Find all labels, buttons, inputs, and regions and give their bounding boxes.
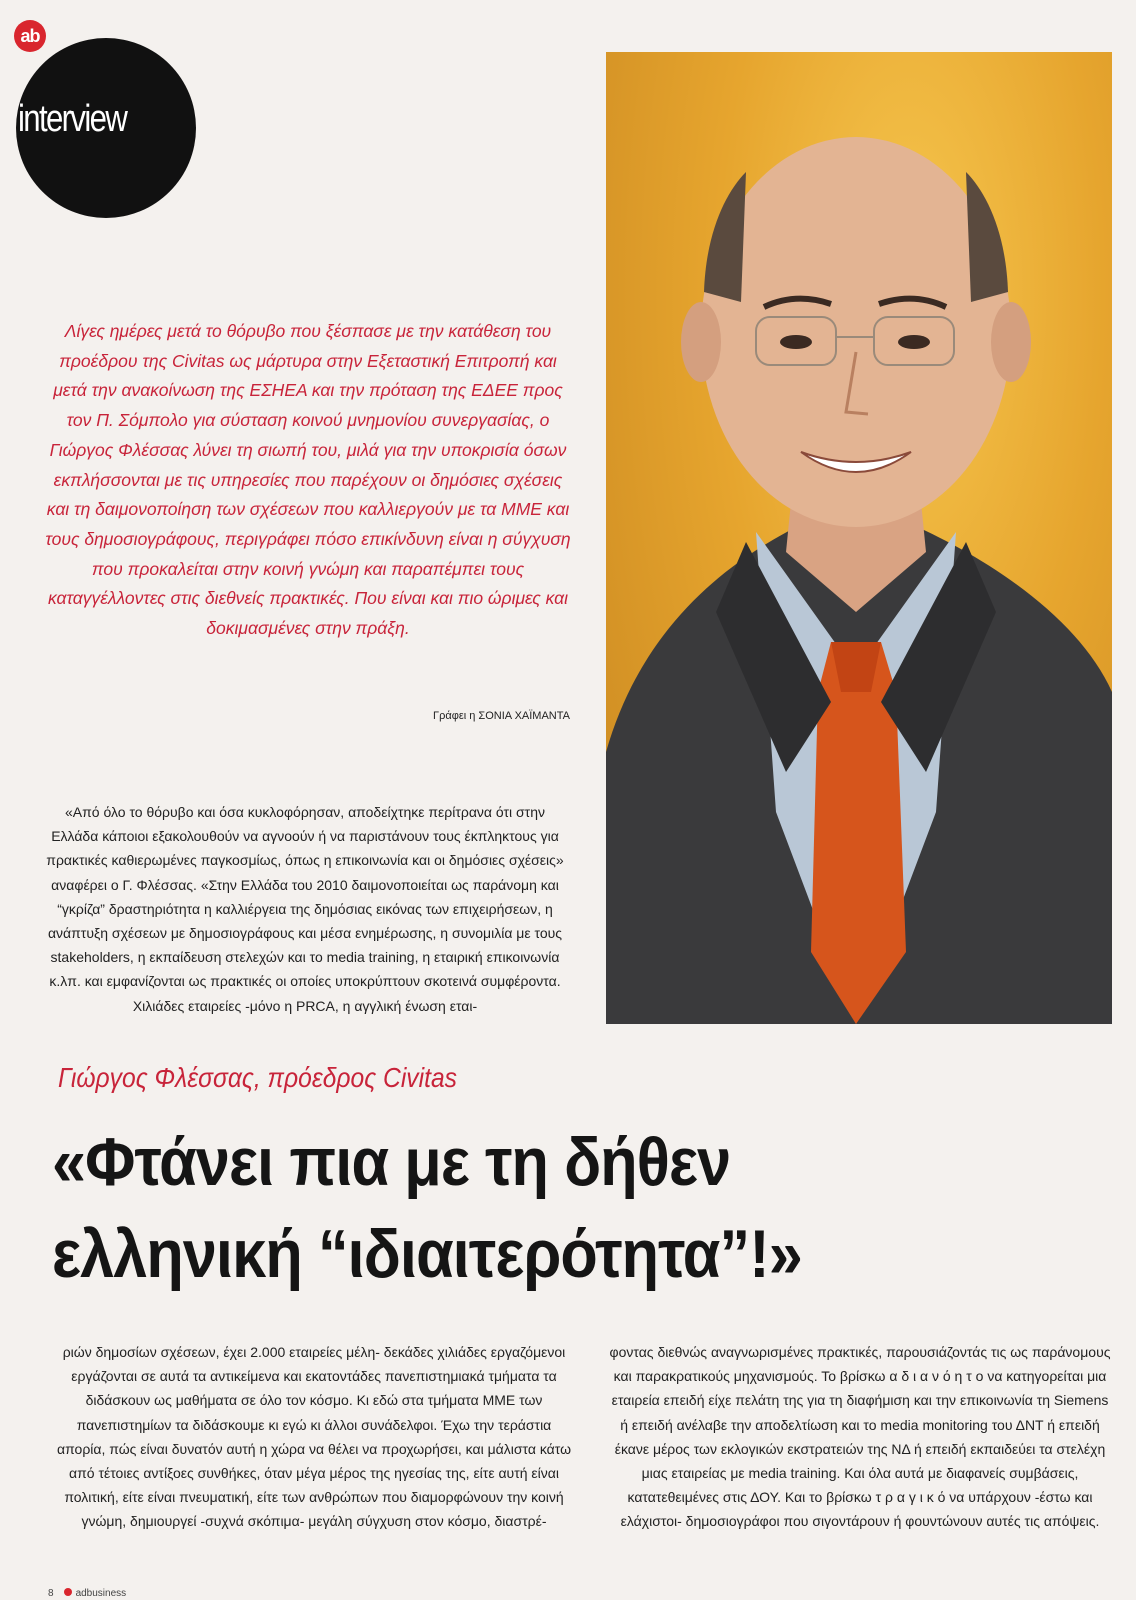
headline-line-2: ελληνική “ιδιαιτερότητα”!» — [52, 1216, 802, 1292]
magazine-logo-badge: ab — [14, 20, 46, 52]
page-footer — [48, 1588, 126, 1599]
headline-line-1: «Φτάνει πια με τη δήθεν — [52, 1124, 731, 1200]
byline: Γράφει η ΣΟΝΙΑ ΧΑΪΜΑΝΤΑ — [433, 710, 570, 722]
portrait-photo — [606, 52, 1112, 1024]
body-text-top: «Από όλο το θόρυβο και όσα κυκλοφόρησαν, αποδείχτηκε περίτρανα ότι στην Ελλάδα κάποιοι εξακολουθούν να αγνοούν ή να παριστάνουν τους έκπληκτους για πρακτικές καθιερωμένες παγκοσμίως, όπως η επικοινωνία και οι δημόσιες σχέσεις» αναφέρει ο Γ. Φλέσσας. «Στην Ελλάδα του 2010 δαιμονοποιείται ως παράνομη και “γκρίζα” δραστηριότητα η καλλιέργεια της δημόσιας εικόνας των επιχειρήσεων, η ανάπτυξη σχέσεων με δημοσιογράφους και μέσα ενημέρωσης, η συνομιλία με τους stakeholders, η εκπαίδευση στελεχών και το media training, η εταιρική επικοινωνία κ.λπ. και εμφανίζονται ως πρακτικές οι οποίες υποκρύπτουν σκοτεινά συμφέροντα. Χιλιάδες εταιρείες -μόνο η PRCA, η αγγλική ένωση εται- — [46, 804, 564, 1014]
body-text-bottom-right: φοντας διεθνώς αναγνωρισμένες πρακτικές, παρουσιάζοντάς τις ως παράνομους και παρακρατικούς μηχανισμούς. Το βρίσκω α δ ι α ν ό η τ ο να κατηγορείται μια εταιρεία επειδή είχε πελάτη της για τη διαφήμιση και την επικοινωνία τη Siemens ή επειδή ανέλαβε την αποδελτίωση και το media monitoring του ΔΝΤ ή επειδή έκανε μέρος των εκλογικών εκστρατειών της ΝΔ ή επειδή εκπαιδεύει τα στελέχη μιας εταιρείας με media training. Και όλα αυτά με διαφανείς συμβάσεις, κατατεθειμένες στις ΔΟΥ. Και το βρίσκω τ ρ α γ ι κ ό να υπάρχουν -έστω και ελάχιστοι- δημοσιογράφοι που σιγοντάρουν ή φουντώνουν αυτές τις απόψεις. — [609, 1344, 1111, 1530]
page-number: 8 — [48, 1588, 54, 1599]
body-text-bottom-left: ριών δημοσίων σχέσεων, έχει 2.000 εταιρείες μέλη- δεκάδες χιλιάδες εργαζόμενοι εργάζονται σε αυτά τα αντικείμενα και εκατοντάδες πανεπιστημιακά τμήματα τα διδάσκουν ως μαθήματα σε όλο τον κόσμο. Κι εδώ στα τμήματα ΜΜΕ των πανεπιστημίων τα διδάσκουμε κι εγώ κι άλλοι συνάδελφοι. Έχω την τεράστια απορία, πώς είναι δυνατόν αυτή η χώρα να θέλει να προχωρήσει, και μάλιστα κάτω από τέτοιες αντίξοες συνθήκες, όταν μέγα μέρος της ηγεσίας της, είτε αυτή είναι πολιτική, είτε είναι πνευματική, είτε των ανθρώπων που διαμορφώνουν την κοινή γνώμη, δημιουργεί -συχνά σκόπιμα- μεγάλη σύγχυση στον κόσμο, διαστρέ- — [56, 1344, 572, 1530]
headline — [52, 1116, 1006, 1300]
section-label: interview — [18, 98, 127, 140]
intro-paragraph: Λίγες ημέρες μετά το θόρυβο που ξέσπασε με την κατάθεση του προέδρου της Civitas ως μάρτυρα στην Εξεταστική Επιτροπή και μετά την ανακοίνωση της ΕΣΗΕΑ και την πρόταση της ΕΔΕΕ προς τον Π. Σόμπολο για σύσταση κοινού μνημονίου συνεργασίας, ο Γιώργος Φλέσσας λύνει τη σιωπή του, μιλά για την υποκρισία όσων εκπλήσσονται με τις υπηρεσίες που παρέχουν οι δημόσιες σχέσεις και τη δαιμονοποίηση των σχέσεων που καλλιεργούν με τα ΜΜΕ και τους δημοσιογράφους, περιγράφει πόσο επικίνδυνη είναι η σύγχυση που προκαλείται στην κοινή γνώμη και παραπέμπει τους καταγγέλλοντες στις διεθνείς πρακτικές. Που είναι και πιο ώριμες και δοκιμασμένες στην πράξη. — [45, 321, 571, 639]
interviewee-subtitle: Γιώργος Φλέσσας, πρόεδρος Civitas — [58, 1062, 457, 1093]
portrait-illustration — [606, 52, 1112, 1024]
footer-dot-icon — [64, 1588, 72, 1596]
magazine-name: adbusiness — [75, 1588, 127, 1599]
